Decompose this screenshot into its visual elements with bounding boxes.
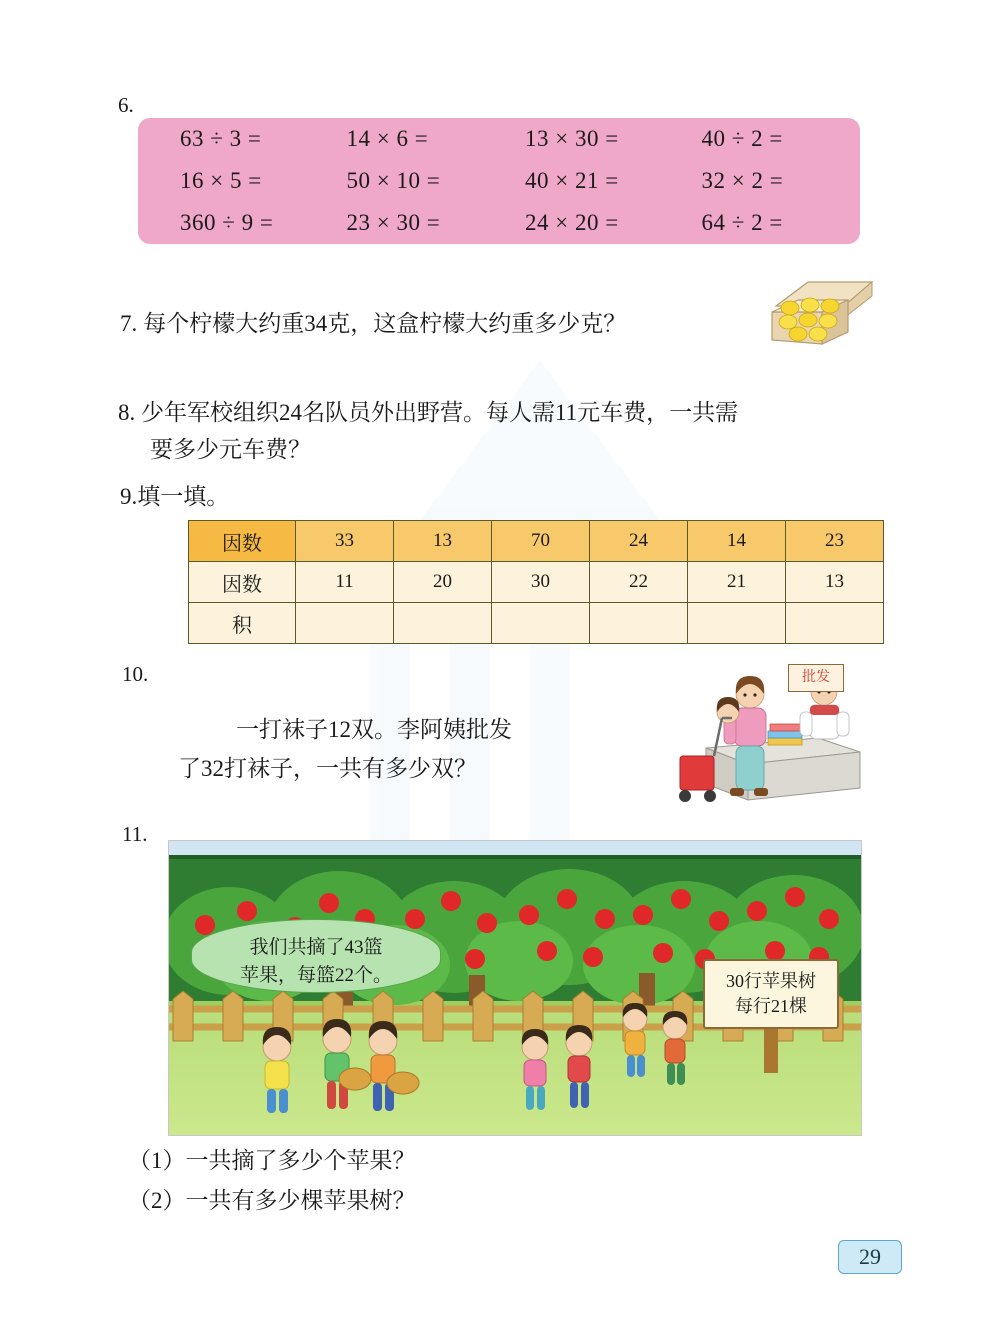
exercise-9-title: 填一填。 bbox=[137, 484, 230, 509]
product-answer-cell[interactable] bbox=[492, 603, 590, 644]
product-answer-cell[interactable] bbox=[688, 603, 786, 644]
factor-cell: 22 bbox=[590, 562, 688, 603]
exercise-9-number: 9. bbox=[120, 484, 138, 509]
exercise-10-text bbox=[178, 710, 598, 788]
table-row bbox=[189, 562, 884, 603]
factor-cell: 33 bbox=[296, 521, 394, 562]
exercise-8 bbox=[118, 394, 878, 469]
factor-cell: 23 bbox=[786, 521, 884, 562]
speech-line-1: 我们共摘了43篮 bbox=[249, 937, 383, 958]
problem-cell: 40 × 21 = bbox=[525, 168, 619, 193]
factor-cell: 13 bbox=[786, 562, 884, 603]
box-of-lemons-illustration bbox=[768, 278, 878, 354]
table-row bbox=[189, 521, 884, 562]
row-label-factor-1: 因数 bbox=[189, 521, 296, 562]
exercise-10-line1: 一打袜子12双。李阿姨批发 bbox=[236, 717, 512, 742]
problem-cell: 40 ÷ 2 = bbox=[701, 126, 783, 151]
exercise-7-number: 7. bbox=[120, 311, 138, 336]
product-answer-cell[interactable] bbox=[786, 603, 884, 644]
exercise-6-number: 6. bbox=[118, 93, 134, 117]
page-number: 29 bbox=[838, 1240, 902, 1274]
problem-cell: 360 ÷ 9 = bbox=[180, 210, 274, 235]
row-label-factor-2: 因数 bbox=[189, 562, 296, 603]
product-answer-cell[interactable] bbox=[394, 603, 492, 644]
exercise-6-panel bbox=[138, 118, 860, 244]
factor-cell: 20 bbox=[394, 562, 492, 603]
wholesale-sign: 批发 bbox=[788, 664, 844, 692]
product-answer-cell[interactable] bbox=[590, 603, 688, 644]
sign-line-1: 30行苹果树 bbox=[726, 971, 816, 991]
sign-post-leg bbox=[764, 1029, 778, 1073]
factor-cell: 70 bbox=[492, 521, 590, 562]
speech-bubble bbox=[191, 919, 441, 993]
wholesale-counter-illustration bbox=[628, 660, 878, 820]
table-row bbox=[189, 603, 884, 644]
problem-cell: 24 × 20 = bbox=[525, 210, 619, 235]
problem-cell: 64 ÷ 2 = bbox=[701, 210, 783, 235]
factor-cell: 21 bbox=[688, 562, 786, 603]
row-label-product: 积 bbox=[189, 603, 296, 644]
factor-cell: 13 bbox=[394, 521, 492, 562]
problem-cell: 13 × 30 = bbox=[525, 126, 619, 151]
factor-cell: 24 bbox=[590, 521, 688, 562]
exercise-8-line2: 要多少元车费？ bbox=[150, 437, 311, 463]
sign-line-2: 每行21棵 bbox=[735, 996, 807, 1017]
sign-board bbox=[703, 959, 839, 1029]
exercise-6-problem-grid bbox=[138, 118, 860, 244]
factor-cell: 14 bbox=[688, 521, 786, 562]
exercise-11-sub2: （2）一共有多少棵苹果树？ bbox=[128, 1188, 416, 1213]
exercise-9-heading bbox=[120, 478, 229, 511]
exercise-11-sub1: （1）一共摘了多少个苹果？ bbox=[128, 1148, 416, 1173]
exercise-11-number: 11. bbox=[122, 822, 148, 846]
speech-line-2: 苹果，每篮22个。 bbox=[239, 964, 392, 986]
factor-cell: 30 bbox=[492, 562, 590, 603]
exercise-8-number: 8. bbox=[118, 400, 136, 425]
apple-orchard-illustration bbox=[168, 840, 862, 1136]
exercise-8-line1: 少年军校组织24名队员外出野营。每人需11元车费，一共需 bbox=[141, 400, 739, 425]
problem-cell: 14 × 6 = bbox=[346, 126, 429, 151]
factors-product-table bbox=[188, 520, 884, 644]
problem-cell: 50 × 10 = bbox=[346, 168, 441, 193]
problem-cell: 16 × 5 = bbox=[180, 168, 262, 193]
exercise-10-line2: 了32打袜子，一共有多少双？ bbox=[178, 756, 477, 782]
problem-cell: 63 ÷ 3 = bbox=[180, 126, 262, 151]
exercise-7 bbox=[120, 305, 626, 338]
problem-cell: 32 × 2 = bbox=[701, 168, 784, 193]
product-answer-cell[interactable] bbox=[296, 603, 394, 644]
problem-cell: 23 × 30 = bbox=[346, 210, 441, 235]
factor-cell: 11 bbox=[296, 562, 394, 603]
exercise-10-number: 10. bbox=[122, 662, 149, 686]
orchard-sign bbox=[703, 959, 839, 1073]
exercise-7-text: 每个柠檬大约重34克，这盒柠檬大约重多少克？ bbox=[143, 311, 627, 336]
